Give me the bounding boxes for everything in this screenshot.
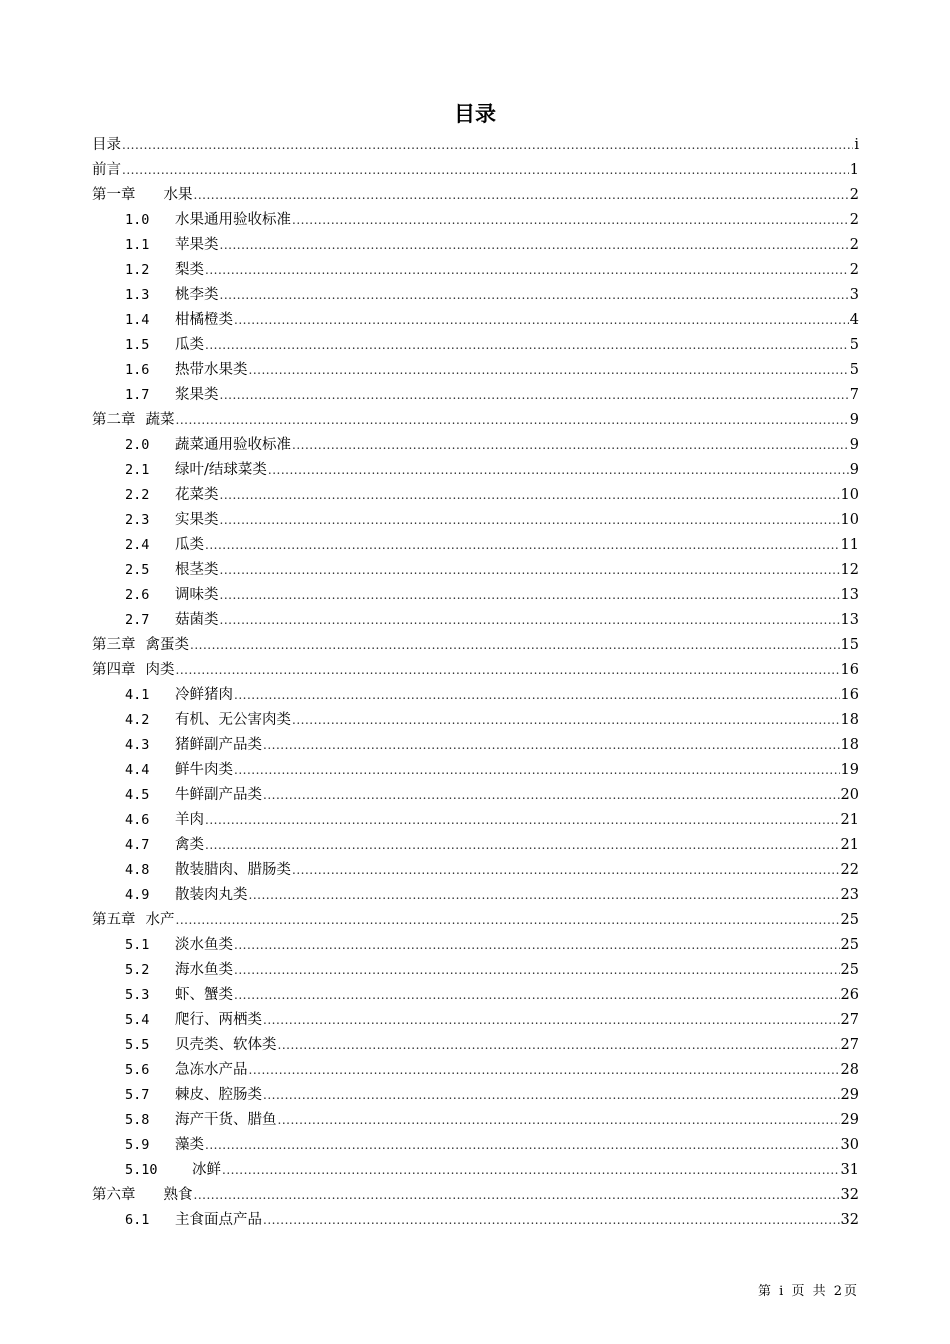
toc-entry-number: 2.1	[125, 462, 150, 478]
toc-entry-label: 海水鱼类	[175, 962, 233, 978]
dot-leader	[249, 883, 840, 908]
toc-entry-number: 1.7	[125, 387, 150, 403]
dot-leader	[205, 808, 840, 833]
toc-page-number: 10	[840, 512, 859, 528]
toc-section-1-6[interactable]	[92, 358, 859, 383]
toc-page-number: 5	[849, 362, 859, 378]
toc-section-5-8[interactable]	[92, 1108, 859, 1133]
dot-leader	[234, 758, 840, 783]
toc-entry-number: 5.1	[125, 937, 150, 953]
toc-entry-label: 热带水果类	[175, 362, 248, 378]
toc-page-number: 9	[849, 412, 859, 428]
toc-page-number: 28	[840, 1062, 859, 1078]
dot-leader	[234, 958, 840, 983]
toc-entry-number: 4.9	[125, 887, 150, 903]
toc-entry-number: 5.5	[125, 1037, 150, 1053]
toc-entry-label: 散装腊肉、腊肠类	[175, 862, 291, 878]
dot-leader	[263, 1083, 840, 1108]
toc-entry-number: 4.6	[125, 812, 150, 828]
dot-leader	[220, 383, 849, 408]
toc-entry-label: 海产干货、腊鱼	[175, 1112, 277, 1128]
dot-leader	[278, 1108, 840, 1133]
toc-entry-number: 5.8	[125, 1112, 150, 1128]
toc-entry-number: 1.5	[125, 337, 150, 353]
dot-leader	[292, 858, 840, 883]
toc-page-number: 21	[840, 837, 859, 853]
toc-section-4-4[interactable]	[92, 758, 859, 783]
toc-entry-number: 5.7	[125, 1087, 150, 1103]
dot-leader	[234, 683, 840, 708]
dot-leader	[292, 208, 849, 233]
toc-page-number: 2	[849, 187, 859, 203]
dot-leader	[263, 1008, 840, 1033]
toc-entry-label: 贝壳类、软体类	[175, 1037, 277, 1053]
toc-entry-label: 散装肉丸类	[175, 887, 248, 903]
toc-entry-label: 水产	[145, 912, 175, 928]
toc-entry-label: 调味类	[175, 587, 219, 603]
toc-page-number: 25	[840, 912, 859, 928]
toc-entry-number: 2.5	[125, 562, 150, 578]
dot-leader	[263, 1208, 840, 1233]
toc-section-5-1[interactable]	[92, 933, 859, 958]
toc-section-2-1[interactable]	[92, 458, 859, 483]
toc-page-number: 25	[840, 962, 859, 978]
toc-entry-number: 4.1	[125, 687, 150, 703]
toc-page-number: 23	[840, 887, 859, 903]
toc-page-number: 20	[840, 787, 859, 803]
toc-page-number: 26	[840, 987, 859, 1003]
toc-entry-number: 第二章	[92, 412, 136, 428]
toc-entry-number: 2.6	[125, 587, 150, 603]
toc-entry-number: 2.0	[125, 437, 150, 453]
dot-leader	[292, 433, 849, 458]
dot-leader	[194, 1183, 840, 1208]
toc-section-2-2[interactable]	[92, 483, 859, 508]
toc-page-number: 27	[840, 1037, 859, 1053]
toc-section-4-8[interactable]	[92, 858, 859, 883]
toc-section-5-4[interactable]	[92, 1008, 859, 1033]
dot-leader	[249, 1058, 840, 1083]
toc-page-number: i	[854, 137, 859, 153]
dot-leader	[263, 783, 840, 808]
toc-chapter-2[interactable]	[92, 408, 859, 433]
toc-entry-label: 急冻水产品	[175, 1062, 248, 1078]
toc-entry-number: 4.8	[125, 862, 150, 878]
page-title: 目录	[454, 102, 496, 126]
toc-entry-number: 5.10	[125, 1162, 158, 1178]
toc-entry-number: 2.3	[125, 512, 150, 528]
dot-leader	[220, 483, 840, 508]
toc-page-number: 32	[840, 1187, 859, 1203]
toc-entry-label: 蔬菜通用验收标准	[175, 437, 291, 453]
toc-entry-number: 1.1	[125, 237, 150, 253]
toc-page-number: 32	[840, 1212, 859, 1228]
toc-entry-label: 蔬菜	[145, 412, 175, 428]
toc-entry-number: 第三章	[92, 637, 136, 653]
toc-chapter-4[interactable]	[92, 658, 859, 683]
toc-section-6-1[interactable]	[92, 1208, 859, 1233]
toc-section-5-6[interactable]	[92, 1058, 859, 1083]
toc-section-5-2[interactable]	[92, 958, 859, 983]
toc-entry-label: 禽蛋类	[145, 637, 189, 653]
toc-entry-number: 1.0	[125, 212, 150, 228]
toc-page-number: 9	[849, 437, 859, 453]
dot-leader	[263, 733, 840, 758]
toc-entry-label: 实果类	[175, 512, 219, 528]
toc-section-4-1[interactable]	[92, 683, 859, 708]
toc-entry-label: 熟食	[163, 1187, 193, 1203]
toc-entry-number: 2.4	[125, 537, 150, 553]
toc-page-number: 15	[840, 637, 859, 653]
toc-entry-label: 爬行、两栖类	[175, 1012, 262, 1028]
toc-entry-label: 猪鲜副产品类	[175, 737, 262, 753]
toc-section-2-6[interactable]	[92, 583, 859, 608]
dot-leader	[205, 833, 840, 858]
dot-leader	[122, 133, 853, 158]
toc-entry-number: 5.4	[125, 1012, 150, 1028]
toc-page-number: 13	[840, 587, 859, 603]
toc-entry-number: 5.6	[125, 1062, 150, 1078]
dot-leader	[220, 508, 840, 533]
dot-leader	[292, 708, 840, 733]
toc-section-1-0[interactable]	[92, 208, 859, 233]
dot-leader	[190, 633, 840, 658]
toc-chapter-3[interactable]	[92, 633, 859, 658]
toc-page-number: 13	[840, 612, 859, 628]
toc-entry-contents[interactable]	[92, 133, 859, 158]
toc-page-number: 30	[840, 1137, 859, 1153]
toc-entry-label: 根茎类	[175, 562, 219, 578]
toc-chapter-5[interactable]	[92, 908, 859, 933]
toc-page-number: 9	[849, 462, 859, 478]
dot-leader	[205, 533, 840, 558]
toc-section-2-3[interactable]	[92, 508, 859, 533]
toc-entry-label: 水果	[163, 187, 193, 203]
toc-entry-label: 淡水鱼类	[175, 937, 233, 953]
dot-leader	[176, 908, 840, 933]
toc-page-number: 27	[840, 1012, 859, 1028]
toc-entry-number: 5.3	[125, 987, 150, 1003]
toc-entry-label: 柑橘橙类	[175, 312, 233, 328]
toc-section-2-7[interactable]	[92, 608, 859, 633]
toc-section-2-4[interactable]	[92, 533, 859, 558]
toc-page-number: 29	[840, 1087, 859, 1103]
toc-entry-label: 目录	[92, 137, 121, 153]
toc-entry-label: 苹果类	[175, 237, 219, 253]
toc-page-number: 25	[840, 937, 859, 953]
toc-page-number: 11	[840, 537, 859, 553]
toc-page-number: 31	[840, 1162, 859, 1178]
dot-leader	[278, 1033, 840, 1058]
dot-leader	[194, 183, 849, 208]
toc-page-number: 3	[849, 287, 859, 303]
toc-entry-label: 禽类	[175, 837, 204, 853]
toc-page-number: 2	[849, 237, 859, 253]
dot-leader	[220, 283, 849, 308]
dot-leader	[249, 358, 849, 383]
toc-entry-number: 4.4	[125, 762, 150, 778]
toc-section-1-7[interactable]	[92, 383, 859, 408]
toc-page-number: 22	[840, 862, 859, 878]
toc-section-4-7[interactable]	[92, 833, 859, 858]
toc-section-1-2[interactable]	[92, 258, 859, 283]
toc-entry-label: 瓜类	[175, 537, 204, 553]
dot-leader	[205, 333, 849, 358]
toc-entry-label: 虾、蟹类	[175, 987, 233, 1003]
toc-entry-label: 桃李类	[175, 287, 219, 303]
table-of-contents	[92, 133, 859, 1233]
toc-entry-label: 冰鲜	[192, 1162, 221, 1178]
toc-page-number: 21	[840, 812, 859, 828]
toc-section-4-2[interactable]	[92, 708, 859, 733]
toc-entry-label: 有机、无公害肉类	[175, 712, 291, 728]
dot-leader	[122, 158, 849, 183]
toc-entry-label: 鲜牛肉类	[175, 762, 233, 778]
toc-entry-label: 梨类	[175, 262, 204, 278]
toc-page-number: 19	[840, 762, 859, 778]
toc-entry-label: 羊肉	[175, 812, 204, 828]
toc-entry-label: 主食面点产品	[175, 1212, 262, 1228]
toc-section-2-5[interactable]	[92, 558, 859, 583]
toc-entry-preface[interactable]	[92, 158, 859, 183]
page-footer: 第 i 页 共 2页	[758, 1284, 859, 1299]
toc-section-4-5[interactable]	[92, 783, 859, 808]
toc-section-5-7[interactable]	[92, 1083, 859, 1108]
toc-section-1-1[interactable]	[92, 233, 859, 258]
toc-entry-number: 2.2	[125, 487, 150, 503]
toc-chapter-1[interactable]	[92, 183, 859, 208]
toc-page-number: 2	[849, 262, 859, 278]
dot-leader	[222, 1158, 840, 1183]
toc-section-4-6[interactable]	[92, 808, 859, 833]
toc-entry-number: 1.6	[125, 362, 150, 378]
toc-page-number: 18	[840, 737, 859, 753]
toc-entry-number: 第一章	[92, 187, 136, 203]
toc-section-5-10[interactable]	[92, 1158, 859, 1183]
dot-leader	[220, 583, 840, 608]
toc-entry-number: 4.3	[125, 737, 150, 753]
toc-entry-label: 藻类	[175, 1137, 204, 1153]
toc-page-number: 7	[849, 387, 859, 403]
toc-entry-number: 1.4	[125, 312, 150, 328]
toc-entry-number: 第六章	[92, 1187, 136, 1203]
toc-page-number: 16	[840, 687, 859, 703]
dot-leader	[234, 308, 849, 333]
toc-entry-label: 前言	[92, 162, 121, 178]
dot-leader	[220, 233, 849, 258]
toc-entry-label: 菇菌类	[175, 612, 219, 628]
toc-entry-number: 4.2	[125, 712, 150, 728]
toc-section-5-5[interactable]	[92, 1033, 859, 1058]
toc-section-4-3[interactable]	[92, 733, 859, 758]
toc-entry-label: 棘皮、腔肠类	[175, 1087, 262, 1103]
toc-entry-label: 浆果类	[175, 387, 219, 403]
toc-page-number: 18	[840, 712, 859, 728]
toc-entry-label: 绿叶/结球菜类	[175, 462, 267, 478]
toc-section-1-5[interactable]	[92, 333, 859, 358]
dot-leader	[234, 983, 840, 1008]
toc-entry-label: 瓜类	[175, 337, 204, 353]
toc-entry-number: 1.2	[125, 262, 150, 278]
toc-entry-number: 5.2	[125, 962, 150, 978]
toc-entry-number: 4.7	[125, 837, 150, 853]
toc-section-2-0[interactable]	[92, 433, 859, 458]
dot-leader	[205, 258, 849, 283]
toc-entry-number: 6.1	[125, 1212, 150, 1228]
toc-entry-number: 4.5	[125, 787, 150, 803]
dot-leader	[220, 608, 840, 633]
dot-leader	[220, 558, 840, 583]
toc-section-5-3[interactable]	[92, 983, 859, 1008]
toc-entry-number: 第四章	[92, 662, 136, 678]
toc-entry-number: 第五章	[92, 912, 136, 928]
toc-chapter-6[interactable]	[92, 1183, 859, 1208]
toc-page-number: 29	[840, 1112, 859, 1128]
toc-page-number: 16	[840, 662, 859, 678]
toc-entry-number: 5.9	[125, 1137, 150, 1153]
dot-leader	[234, 933, 840, 958]
dot-leader	[205, 1133, 840, 1158]
toc-page-number: 1	[849, 162, 859, 178]
toc-page-number: 12	[840, 562, 859, 578]
toc-page-number: 2	[849, 212, 859, 228]
toc-section-5-9[interactable]	[92, 1133, 859, 1158]
toc-entry-label: 水果通用验收标准	[175, 212, 291, 228]
toc-section-4-9[interactable]	[92, 883, 859, 908]
toc-section-1-4[interactable]	[92, 308, 859, 333]
dot-leader	[268, 458, 849, 483]
dot-leader	[176, 658, 840, 683]
toc-page-number: 5	[849, 337, 859, 353]
dot-leader	[176, 408, 849, 433]
toc-entry-label: 冷鲜猪肉	[175, 687, 233, 703]
toc-entry-number: 1.3	[125, 287, 150, 303]
toc-page-number: 4	[849, 312, 859, 328]
toc-entry-label: 牛鲜副产品类	[175, 787, 262, 803]
toc-entry-label: 肉类	[145, 662, 175, 678]
toc-page-number: 10	[840, 487, 859, 503]
toc-entry-number: 2.7	[125, 612, 150, 628]
toc-section-1-3[interactable]	[92, 283, 859, 308]
toc-entry-label: 花菜类	[175, 487, 219, 503]
